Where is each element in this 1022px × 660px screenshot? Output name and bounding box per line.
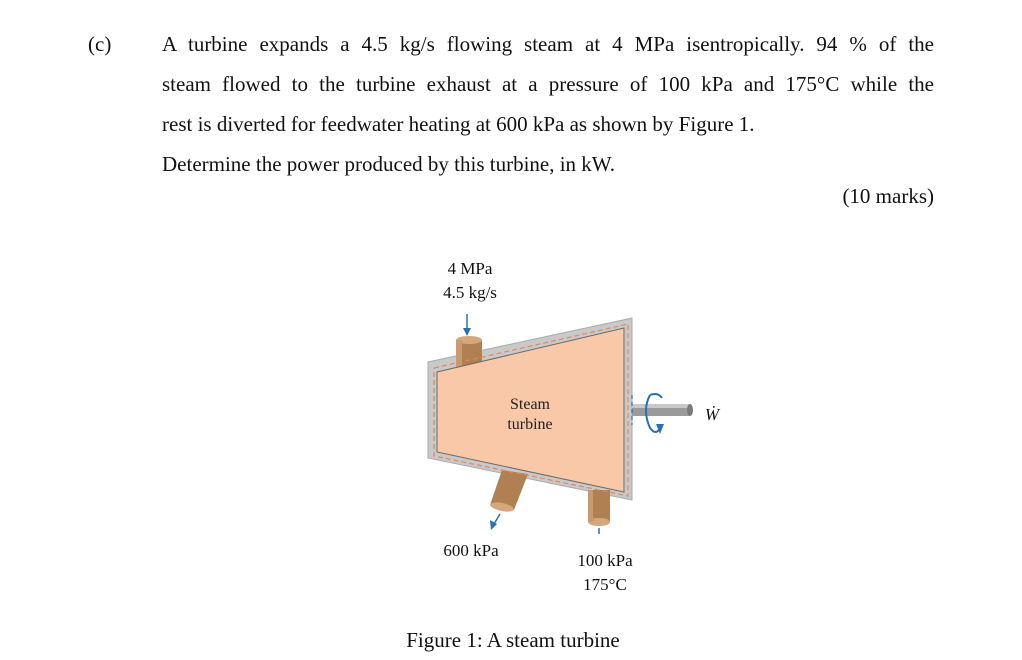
question-label: (c) [88, 32, 112, 56]
inlet-pressure-label: 4 MPa [447, 259, 493, 278]
turbine-label-line-2: turbine [507, 416, 553, 433]
question-line-4: Determine the power produced by this turbine, in kW. [162, 152, 615, 176]
extraction-arrow-icon [490, 514, 500, 530]
extraction-pipe [489, 470, 528, 513]
exhaust-pipe [588, 490, 610, 526]
extraction-pressure-label: 600 kPa [443, 541, 499, 560]
turbine-label-line-1: Steam [510, 396, 550, 413]
exhaust-pressure-label: 100 kPa [577, 551, 633, 570]
figure-caption: Figure 1: A steam turbine [406, 628, 620, 652]
marks-label: (10 marks) [842, 184, 934, 208]
shaft [632, 395, 693, 425]
inlet-arrow-icon [463, 314, 471, 336]
question-line-1: A turbine expands a 4.5 kg/s flowing steam at 4 MPa isentropically. 94 % of the [162, 32, 934, 56]
exhaust-temperature-label: 175°C [583, 575, 627, 594]
question-line-3: rest is diverted for feedwater heating at 600 kPa as shown by Figure 1. [162, 112, 755, 136]
inlet-flow-label: 4.5 kg/s [443, 283, 497, 302]
question-line-2: steam flowed to the turbine exhaust at a pressure of 100 kPa and 175°C while the [162, 72, 934, 96]
work-symbol: Ẇ [704, 405, 720, 424]
